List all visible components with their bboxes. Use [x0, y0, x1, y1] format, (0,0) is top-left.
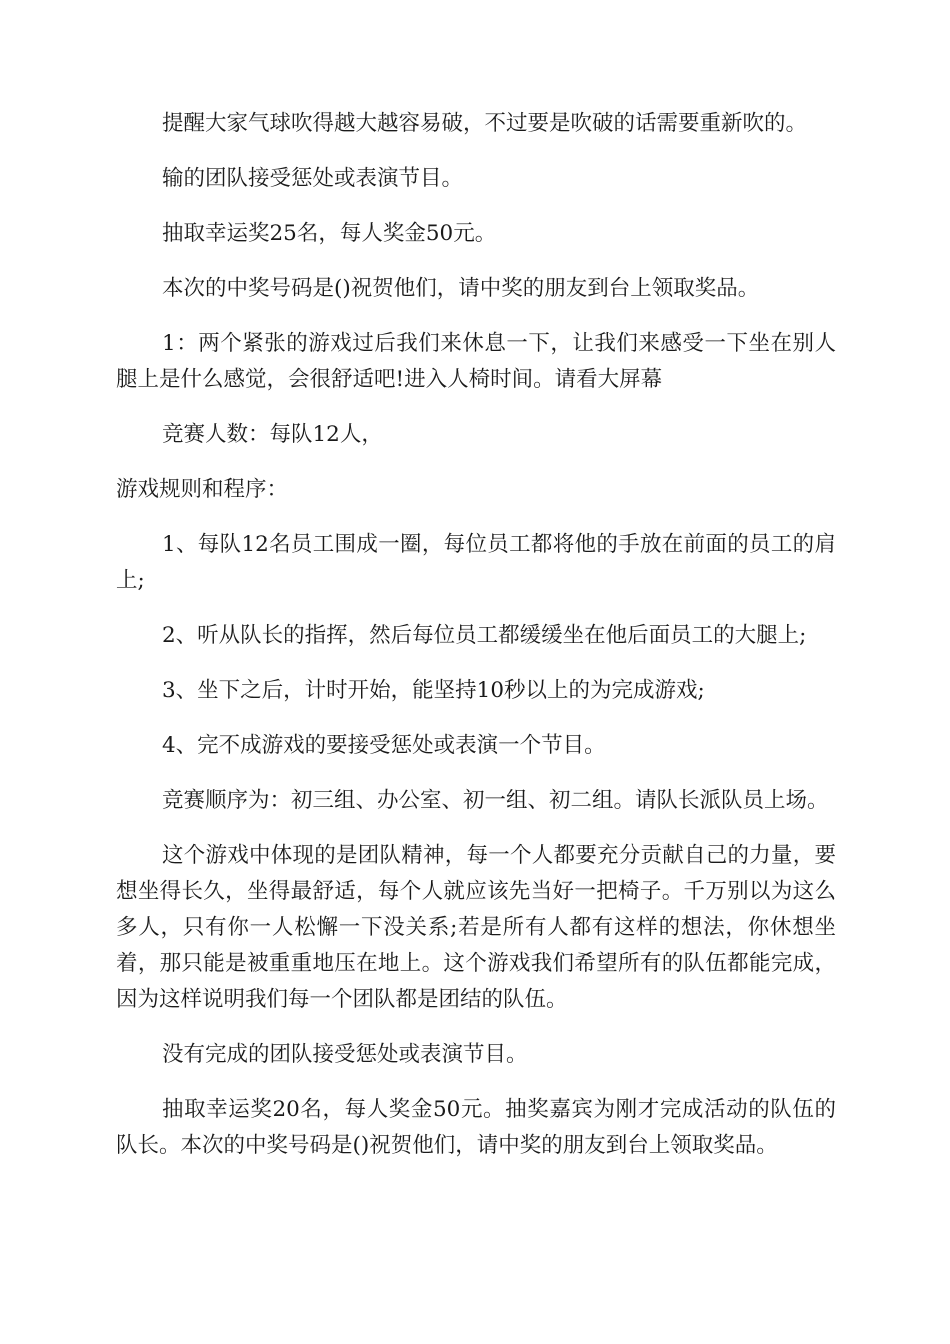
paragraph-lucky-draw-25: 抽取幸运奖25名，每人奖金50元。	[162, 221, 497, 246]
paragraph-rule-3: 3、坐下之后，计时开始，能坚持10秒以上的为完成游戏;	[162, 678, 705, 703]
paragraph-winning-numbers: 本次的中奖号码是()祝贺他们，请中奖的朋友到台上领取奖品。	[162, 276, 760, 301]
paragraph-team-spirit: 这个游戏中体现的是团队精神，每一个人都要充分贡献自己的力量，要想坐得长久，坐得最舒适，每个人就应该先当好一把椅子。千万别以为这么多人，只有你一人松懈一下没关系;若是所有人都有这样的想法，你休想坐着，那只能是被重重地压在地上。这个游戏我们希望所有的队伍都能完成，因为这样说明我们每一个团队都是团结的队伍。	[116, 843, 836, 1012]
paragraph-team-size: 竞赛人数：每队12人，	[162, 422, 383, 447]
paragraph-rule-1: 1、每队12名员工围成一圈，每位员工都将他的手放在前面的员工的肩上;	[116, 532, 836, 593]
paragraph-lucky-draw-20: 抽取幸运奖20名，每人奖金50元。抽奖嘉宾为刚才完成活动的队伍的队长。本次的中奖号码是()祝贺他们，请中奖的朋友到台上领取奖品。	[116, 1097, 836, 1158]
paragraph-competition-order: 竞赛顺序为：初三组、办公室、初一组、初二组。请队长派队员上场。	[162, 788, 829, 813]
paragraph-loser-penalty: 输的团队接受惩处或表演节目。	[162, 166, 464, 191]
document-body	[116, 106, 836, 1183]
paragraph-rule-2: 2、听从队长的指挥，然后每位员工都缓缓坐在他后面员工的大腿上;	[162, 623, 807, 648]
paragraph-balloon-reminder: 提醒大家气球吹得越大越容易破，不过要是吹破的话需要重新吹的。	[162, 111, 808, 136]
paragraph-human-chair-intro: 1：两个紧张的游戏过后我们来休息一下，让我们来感受一下坐在别人腿上是什么感觉，会很舒适吧!进入人椅时间。请看大屏幕	[116, 331, 836, 392]
paragraph-incomplete-penalty: 没有完成的团队接受惩处或表演节目。	[162, 1042, 528, 1067]
paragraph-rule-4: 4、完不成游戏的要接受惩处或表演一个节目。	[162, 733, 606, 758]
paragraph-rules-heading: 游戏规则和程序：	[116, 477, 289, 502]
